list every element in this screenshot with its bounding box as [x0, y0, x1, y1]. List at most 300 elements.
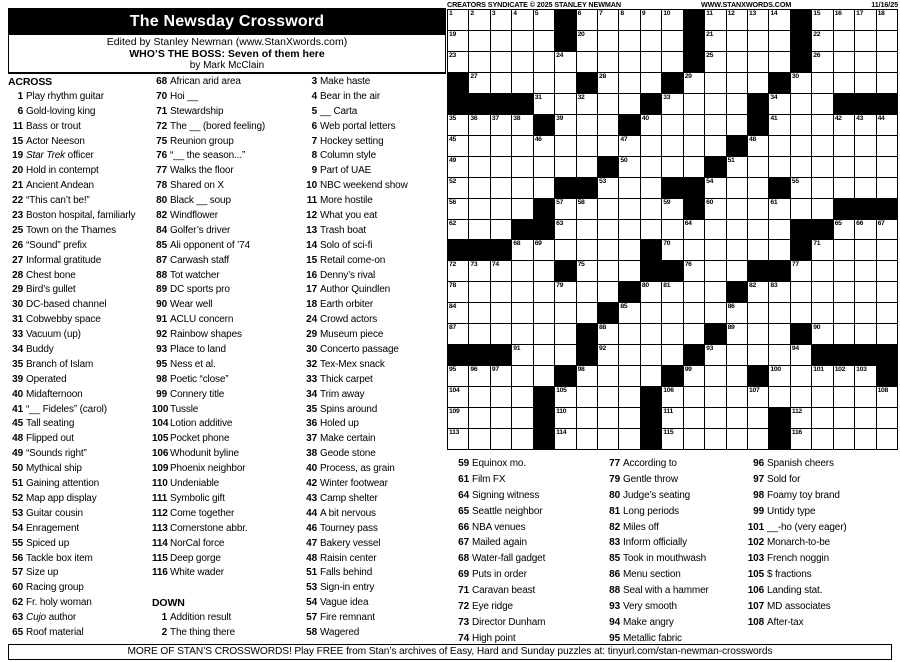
grid-cell[interactable] — [619, 94, 639, 114]
grid-cell[interactable] — [512, 366, 532, 386]
grid-cell[interactable] — [684, 408, 704, 428]
grid-cell[interactable] — [727, 303, 747, 323]
grid-cell[interactable] — [555, 345, 575, 365]
grid-cell[interactable] — [877, 240, 897, 260]
grid-cell[interactable] — [705, 136, 725, 156]
grid-cell[interactable] — [662, 345, 682, 365]
grid-cell[interactable] — [812, 303, 832, 323]
grid-cell[interactable] — [727, 10, 747, 30]
grid-cell[interactable] — [469, 261, 489, 281]
grid-cell[interactable] — [598, 10, 618, 30]
grid-cell[interactable] — [448, 199, 468, 219]
grid-cell[interactable] — [684, 136, 704, 156]
grid-cell[interactable] — [491, 261, 511, 281]
grid-cell[interactable] — [577, 52, 597, 72]
grid-cell[interactable] — [641, 10, 661, 30]
grid-cell[interactable] — [491, 282, 511, 302]
grid-cell[interactable] — [598, 178, 618, 198]
grid-cell[interactable] — [748, 178, 768, 198]
grid-cell[interactable] — [812, 178, 832, 198]
grid-cell[interactable] — [748, 429, 768, 449]
grid-cell[interactable] — [769, 157, 789, 177]
grid-cell[interactable] — [877, 282, 897, 302]
grid-cell[interactable] — [769, 115, 789, 135]
grid-cell[interactable] — [855, 408, 875, 428]
grid-cell[interactable] — [705, 408, 725, 428]
grid-cell[interactable] — [512, 345, 532, 365]
grid-cell[interactable] — [491, 366, 511, 386]
grid-cell[interactable] — [705, 220, 725, 240]
grid-cell[interactable] — [684, 220, 704, 240]
grid-cell[interactable] — [727, 408, 747, 428]
grid-cell[interactable] — [448, 303, 468, 323]
grid-cell[interactable] — [448, 282, 468, 302]
grid-cell[interactable] — [641, 366, 661, 386]
grid-cell[interactable] — [469, 115, 489, 135]
grid-cell[interactable] — [684, 261, 704, 281]
grid-cell[interactable] — [619, 73, 639, 93]
grid-cell[interactable] — [705, 31, 725, 51]
grid-cell[interactable] — [555, 115, 575, 135]
grid-cell[interactable] — [512, 73, 532, 93]
grid-cell[interactable] — [684, 324, 704, 344]
grid-cell[interactable] — [834, 282, 854, 302]
grid-cell[interactable] — [491, 429, 511, 449]
grid-cell[interactable] — [662, 94, 682, 114]
grid-cell[interactable] — [555, 240, 575, 260]
grid-cell[interactable] — [705, 303, 725, 323]
grid-cell[interactable] — [641, 115, 661, 135]
grid-cell[interactable] — [791, 366, 811, 386]
grid-cell[interactable] — [577, 31, 597, 51]
grid-cell[interactable] — [555, 136, 575, 156]
grid-cell[interactable] — [877, 261, 897, 281]
grid-cell[interactable] — [791, 73, 811, 93]
grid-cell[interactable] — [748, 387, 768, 407]
grid-cell[interactable] — [598, 429, 618, 449]
grid-cell[interactable] — [748, 136, 768, 156]
grid-cell[interactable] — [555, 94, 575, 114]
grid-cell[interactable] — [769, 324, 789, 344]
grid-cell[interactable] — [748, 73, 768, 93]
grid-cell[interactable] — [555, 52, 575, 72]
grid-cell[interactable] — [512, 52, 532, 72]
grid-cell[interactable] — [641, 303, 661, 323]
grid-cell[interactable] — [855, 136, 875, 156]
grid-cell[interactable] — [577, 282, 597, 302]
grid-cell[interactable] — [555, 199, 575, 219]
grid-cell[interactable] — [727, 261, 747, 281]
grid-cell[interactable] — [577, 366, 597, 386]
grid-cell[interactable] — [877, 52, 897, 72]
grid-cell[interactable] — [577, 94, 597, 114]
grid-cell[interactable] — [684, 282, 704, 302]
grid-cell[interactable] — [727, 157, 747, 177]
grid-cell[interactable] — [469, 282, 489, 302]
grid-cell[interactable] — [812, 31, 832, 51]
grid-cell[interactable] — [834, 303, 854, 323]
grid-cell[interactable] — [812, 73, 832, 93]
grid-cell[interactable] — [855, 10, 875, 30]
grid-cell[interactable] — [684, 73, 704, 93]
grid-cell[interactable] — [834, 324, 854, 344]
grid-cell[interactable] — [469, 366, 489, 386]
grid-cell[interactable] — [705, 261, 725, 281]
grid-cell[interactable] — [834, 115, 854, 135]
grid-cell[interactable] — [619, 324, 639, 344]
grid-cell[interactable] — [448, 52, 468, 72]
grid-cell[interactable] — [812, 199, 832, 219]
grid-cell[interactable] — [705, 240, 725, 260]
grid-cell[interactable] — [769, 136, 789, 156]
grid-cell[interactable] — [877, 429, 897, 449]
grid-cell[interactable] — [469, 199, 489, 219]
grid-cell[interactable] — [491, 178, 511, 198]
grid-cell[interactable] — [769, 366, 789, 386]
grid-cell[interactable] — [448, 136, 468, 156]
grid-cell[interactable] — [662, 52, 682, 72]
grid-cell[interactable] — [662, 136, 682, 156]
grid-cell[interactable] — [834, 387, 854, 407]
grid-cell[interactable] — [684, 94, 704, 114]
grid-cell[interactable] — [512, 282, 532, 302]
grid-cell[interactable] — [812, 261, 832, 281]
grid-cell[interactable] — [448, 408, 468, 428]
grid-cell[interactable] — [491, 408, 511, 428]
grid-cell[interactable] — [641, 199, 661, 219]
grid-cell[interactable] — [598, 52, 618, 72]
grid-cell[interactable] — [491, 136, 511, 156]
grid-cell[interactable] — [491, 157, 511, 177]
grid-cell[interactable] — [469, 10, 489, 30]
grid-cell[interactable] — [834, 429, 854, 449]
grid-cell[interactable] — [512, 303, 532, 323]
grid-cell[interactable] — [619, 157, 639, 177]
grid-cell[interactable] — [705, 366, 725, 386]
grid-cell[interactable] — [662, 157, 682, 177]
grid-cell[interactable] — [598, 408, 618, 428]
grid-cell[interactable] — [577, 387, 597, 407]
grid-cell[interactable] — [555, 157, 575, 177]
grid-cell[interactable] — [534, 52, 554, 72]
grid-cell[interactable] — [834, 31, 854, 51]
grid-cell[interactable] — [619, 199, 639, 219]
grid-cell[interactable] — [769, 282, 789, 302]
grid-cell[interactable] — [662, 240, 682, 260]
grid-cell[interactable] — [491, 115, 511, 135]
grid-cell[interactable] — [534, 282, 554, 302]
grid-cell[interactable] — [512, 136, 532, 156]
grid-cell[interactable] — [877, 157, 897, 177]
grid-cell[interactable] — [641, 324, 661, 344]
grid-cell[interactable] — [812, 366, 832, 386]
grid-cell[interactable] — [577, 199, 597, 219]
grid-cell[interactable] — [662, 10, 682, 30]
grid-cell[interactable] — [662, 408, 682, 428]
grid-cell[interactable] — [469, 31, 489, 51]
grid-cell[interactable] — [748, 52, 768, 72]
grid-cell[interactable] — [705, 429, 725, 449]
grid-cell[interactable] — [534, 240, 554, 260]
grid-cell[interactable] — [662, 115, 682, 135]
grid-cell[interactable] — [577, 136, 597, 156]
grid-cell[interactable] — [834, 366, 854, 386]
grid-cell[interactable] — [619, 387, 639, 407]
grid-cell[interactable] — [598, 345, 618, 365]
grid-cell[interactable] — [855, 240, 875, 260]
grid-cell[interactable] — [555, 429, 575, 449]
grid-cell[interactable] — [748, 10, 768, 30]
grid-cell[interactable] — [555, 408, 575, 428]
grid-cell[interactable] — [727, 366, 747, 386]
grid-cell[interactable] — [534, 261, 554, 281]
grid-cell[interactable] — [534, 94, 554, 114]
grid-cell[interactable] — [727, 178, 747, 198]
grid-cell[interactable] — [877, 324, 897, 344]
grid-cell[interactable] — [598, 220, 618, 240]
grid-cell[interactable] — [791, 136, 811, 156]
grid-cell[interactable] — [769, 303, 789, 323]
grid-cell[interactable] — [598, 261, 618, 281]
grid-cell[interactable] — [834, 10, 854, 30]
grid-cell[interactable] — [598, 324, 618, 344]
grid-cell[interactable] — [727, 52, 747, 72]
grid-cell[interactable] — [512, 240, 532, 260]
grid-cell[interactable] — [555, 324, 575, 344]
grid-cell[interactable] — [791, 115, 811, 135]
grid-cell[interactable] — [491, 73, 511, 93]
grid-cell[interactable] — [791, 408, 811, 428]
grid-cell[interactable] — [769, 31, 789, 51]
grid-cell[interactable] — [812, 10, 832, 30]
grid-cell[interactable] — [619, 10, 639, 30]
grid-cell[interactable] — [534, 31, 554, 51]
grid-cell[interactable] — [598, 387, 618, 407]
grid-cell[interactable] — [534, 345, 554, 365]
grid-cell[interactable] — [834, 136, 854, 156]
grid-cell[interactable] — [448, 220, 468, 240]
grid-cell[interactable] — [855, 157, 875, 177]
grid-cell[interactable] — [812, 157, 832, 177]
grid-cell[interactable] — [877, 303, 897, 323]
grid-cell[interactable] — [534, 178, 554, 198]
grid-cell[interactable] — [534, 73, 554, 93]
grid-cell[interactable] — [705, 115, 725, 135]
grid-cell[interactable] — [641, 52, 661, 72]
grid-cell[interactable] — [577, 10, 597, 30]
grid-cell[interactable] — [619, 136, 639, 156]
grid-cell[interactable] — [834, 240, 854, 260]
grid-cell[interactable] — [748, 282, 768, 302]
grid-cell[interactable] — [641, 73, 661, 93]
grid-cell[interactable] — [855, 429, 875, 449]
grid-cell[interactable] — [577, 115, 597, 135]
grid-cell[interactable] — [812, 240, 832, 260]
grid-cell[interactable] — [469, 408, 489, 428]
grid-cell[interactable] — [769, 240, 789, 260]
grid-cell[interactable] — [512, 199, 532, 219]
grid-cell[interactable] — [619, 345, 639, 365]
grid-cell[interactable] — [598, 240, 618, 260]
grid-cell[interactable] — [748, 220, 768, 240]
grid-cell[interactable] — [791, 199, 811, 219]
grid-cell[interactable] — [727, 73, 747, 93]
grid-cell[interactable] — [769, 10, 789, 30]
grid-cell[interactable] — [662, 282, 682, 302]
grid-cell[interactable] — [577, 429, 597, 449]
grid-cell[interactable] — [641, 178, 661, 198]
grid-cell[interactable] — [534, 303, 554, 323]
grid-cell[interactable] — [469, 220, 489, 240]
grid-cell[interactable] — [855, 261, 875, 281]
grid-cell[interactable] — [727, 31, 747, 51]
grid-cell[interactable] — [791, 261, 811, 281]
grid-cell[interactable] — [641, 345, 661, 365]
grid-cell[interactable] — [877, 10, 897, 30]
grid-cell[interactable] — [791, 178, 811, 198]
grid-cell[interactable] — [855, 303, 875, 323]
grid-cell[interactable] — [555, 387, 575, 407]
grid-cell[interactable] — [662, 31, 682, 51]
grid-cell[interactable] — [491, 220, 511, 240]
grid-cell[interactable] — [469, 178, 489, 198]
grid-cell[interactable] — [855, 366, 875, 386]
grid-cell[interactable] — [877, 73, 897, 93]
grid-cell[interactable] — [491, 303, 511, 323]
grid-cell[interactable] — [769, 52, 789, 72]
grid-cell[interactable] — [855, 73, 875, 93]
grid-cell[interactable] — [448, 261, 468, 281]
grid-cell[interactable] — [598, 199, 618, 219]
grid-cell[interactable] — [534, 136, 554, 156]
grid-cell[interactable] — [769, 199, 789, 219]
grid-cell[interactable] — [727, 199, 747, 219]
grid-cell[interactable] — [448, 157, 468, 177]
grid-cell[interactable] — [727, 324, 747, 344]
grid-cell[interactable] — [791, 303, 811, 323]
grid-cell[interactable] — [812, 429, 832, 449]
grid-cell[interactable] — [641, 220, 661, 240]
grid-cell[interactable] — [619, 52, 639, 72]
grid-cell[interactable] — [877, 31, 897, 51]
grid-cell[interactable] — [791, 429, 811, 449]
grid-cell[interactable] — [769, 387, 789, 407]
grid-cell[interactable] — [769, 220, 789, 240]
grid-cell[interactable] — [448, 324, 468, 344]
grid-cell[interactable] — [855, 282, 875, 302]
grid-cell[interactable] — [598, 366, 618, 386]
grid-cell[interactable] — [491, 10, 511, 30]
grid-cell[interactable] — [619, 408, 639, 428]
grid-cell[interactable] — [855, 52, 875, 72]
grid-cell[interactable] — [448, 387, 468, 407]
grid-cell[interactable] — [705, 94, 725, 114]
grid-cell[interactable] — [512, 178, 532, 198]
grid-cell[interactable] — [555, 303, 575, 323]
grid-cell[interactable] — [598, 94, 618, 114]
grid-cell[interactable] — [491, 52, 511, 72]
grid-cell[interactable] — [791, 387, 811, 407]
grid-cell[interactable] — [512, 157, 532, 177]
grid-cell[interactable] — [834, 220, 854, 240]
grid-cell[interactable] — [619, 429, 639, 449]
grid-cell[interactable] — [769, 94, 789, 114]
grid-cell[interactable] — [727, 115, 747, 135]
grid-cell[interactable] — [855, 115, 875, 135]
grid-cell[interactable] — [555, 282, 575, 302]
grid-cell[interactable] — [469, 157, 489, 177]
grid-cell[interactable] — [705, 10, 725, 30]
grid-cell[interactable] — [684, 429, 704, 449]
grid-cell[interactable] — [662, 199, 682, 219]
grid-cell[interactable] — [834, 157, 854, 177]
grid-cell[interactable] — [727, 94, 747, 114]
grid-cell[interactable] — [877, 408, 897, 428]
grid-cell[interactable] — [448, 178, 468, 198]
grid-cell[interactable] — [577, 157, 597, 177]
grid-cell[interactable] — [791, 282, 811, 302]
grid-cell[interactable] — [619, 178, 639, 198]
grid-cell[interactable] — [812, 282, 832, 302]
grid-cell[interactable] — [705, 52, 725, 72]
grid-cell[interactable] — [641, 31, 661, 51]
grid-cell[interactable] — [812, 324, 832, 344]
grid-cell[interactable] — [555, 220, 575, 240]
grid-cell[interactable] — [534, 157, 554, 177]
grid-cell[interactable] — [748, 240, 768, 260]
grid-cell[interactable] — [855, 31, 875, 51]
grid-cell[interactable] — [534, 324, 554, 344]
grid-cell[interactable] — [619, 240, 639, 260]
grid-cell[interactable] — [748, 157, 768, 177]
grid-cell[interactable] — [705, 178, 725, 198]
grid-cell[interactable] — [834, 52, 854, 72]
grid-cell[interactable] — [512, 408, 532, 428]
grid-cell[interactable] — [834, 178, 854, 198]
grid-cell[interactable] — [662, 303, 682, 323]
grid-cell[interactable] — [705, 387, 725, 407]
grid-cell[interactable] — [791, 94, 811, 114]
grid-cell[interactable] — [855, 324, 875, 344]
grid-cell[interactable] — [491, 199, 511, 219]
grid-cell[interactable] — [684, 303, 704, 323]
grid-cell[interactable] — [619, 220, 639, 240]
grid-cell[interactable] — [662, 387, 682, 407]
grid-cell[interactable] — [448, 31, 468, 51]
grid-cell[interactable] — [577, 220, 597, 240]
grid-cell[interactable] — [727, 240, 747, 260]
grid-cell[interactable] — [834, 261, 854, 281]
grid-cell[interactable] — [577, 408, 597, 428]
grid-cell[interactable] — [877, 115, 897, 135]
grid-cell[interactable] — [705, 282, 725, 302]
grid-cell[interactable] — [641, 136, 661, 156]
grid-cell[interactable] — [512, 387, 532, 407]
grid-cell[interactable] — [748, 303, 768, 323]
grid-cell[interactable] — [705, 73, 725, 93]
grid-cell[interactable] — [598, 282, 618, 302]
grid-cell[interactable] — [448, 115, 468, 135]
grid-cell[interactable] — [512, 115, 532, 135]
grid-cell[interactable] — [577, 261, 597, 281]
grid-cell[interactable] — [812, 115, 832, 135]
grid-cell[interactable] — [491, 324, 511, 344]
grid-cell[interactable] — [641, 157, 661, 177]
grid-cell[interactable] — [598, 73, 618, 93]
grid-cell[interactable] — [834, 73, 854, 93]
grid-cell[interactable] — [469, 387, 489, 407]
grid-cell[interactable] — [684, 157, 704, 177]
